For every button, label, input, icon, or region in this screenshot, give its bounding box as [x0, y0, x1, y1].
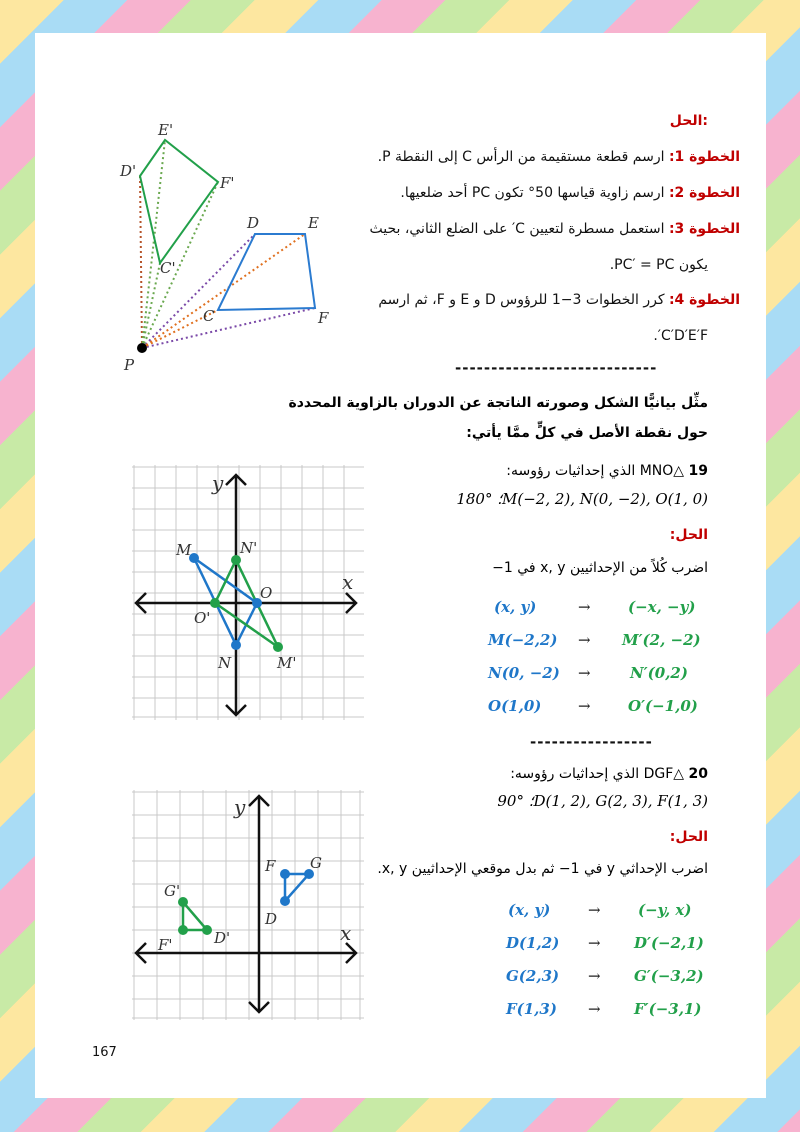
- solution-label-20: الحل:: [669, 829, 708, 845]
- ray-pe1: [142, 140, 165, 348]
- label-f1: F': [220, 174, 235, 192]
- table-19-from-1: M(−2,2): [488, 631, 558, 649]
- problem-20-line-2: 90° ؛D(1, 2), G(2, 3), F(1, 3): [497, 792, 708, 810]
- problem-20-number: 20: [688, 766, 708, 782]
- table-20-to-2: G′(−3,2): [634, 967, 704, 985]
- separator-1: ----------------------------: [455, 359, 658, 377]
- intro-line-2: حول نقطة الأصل في كلٍّ ممَّا يأتي:: [466, 425, 708, 441]
- x-label: x: [342, 570, 354, 594]
- table-19-from-3: O(1,0): [488, 697, 542, 715]
- problem-19-number: 19: [688, 463, 708, 479]
- label-c1: C': [160, 259, 176, 277]
- point-p: [137, 343, 147, 353]
- step-2: الخطوة 2: ارسم زاوية قياسها 50° تكون PC أحد ضلعيها.: [400, 185, 740, 201]
- table-20-from-1: D(1,2): [506, 934, 560, 952]
- ray-pd1: [140, 176, 142, 348]
- label-e: E: [308, 214, 319, 232]
- label-g1: G': [164, 882, 181, 900]
- ray-pe: [142, 234, 305, 348]
- ray-pd: [142, 234, 255, 348]
- triangle-mno: [194, 558, 257, 645]
- table-20-from-3: F(1,3): [506, 1000, 557, 1018]
- quad-cdef-image: [140, 140, 218, 263]
- table-20-to-3: F′(−3,1): [634, 1000, 702, 1018]
- solution-label-1: الحل:: [669, 113, 708, 129]
- table-19-from-2: N(0, −2): [488, 664, 560, 682]
- table-19-from-0: (x, y): [494, 598, 537, 616]
- label-c: C: [203, 307, 215, 325]
- step-4: الخطوة 4: كرر الخطوات 3−1 للرؤوس D و E و F، ثم ارسم: [378, 292, 740, 308]
- table-20-from-0: (x, y): [508, 901, 551, 919]
- x-label-20: x: [340, 921, 352, 945]
- label-d: D: [265, 910, 278, 928]
- problem-19-instruction: اضرب كُلاً من الإحداثيين x, y في 1−: [492, 560, 708, 576]
- page-number: 167: [92, 1045, 117, 1060]
- table-20-from-2: G(2,3): [506, 967, 560, 985]
- problem-20-instruction: اضرب الإحداثي y في 1− ثم بدل موقعي الإحداثيين x, y.: [377, 861, 708, 877]
- label-d: D: [247, 214, 260, 232]
- label-e1: E': [158, 121, 174, 139]
- table-19-to-3: O′(−1,0): [628, 697, 698, 715]
- step-1: الخطوة 1: ارسم قطعة مستقيمة من الرأس C إلى النقطة P.: [377, 149, 740, 165]
- problem-19-line-1: 19 △MNO الذي إحداثيات رؤوسه:: [506, 463, 708, 479]
- label-o1: O': [194, 609, 211, 627]
- label-d1: D': [120, 162, 137, 180]
- table-19-to-0: (−x, −y): [628, 598, 696, 616]
- label-m: M: [176, 541, 192, 559]
- ray-pf: [142, 308, 315, 348]
- problem-19-line-2: 180° ؛M(−2, 2), N(0, −2), O(1, 0): [456, 490, 708, 508]
- problem-20-line-1: 20 △DGF الذي إحداثيات رؤوسه:: [510, 766, 708, 782]
- graph-19: [132, 465, 364, 720]
- y-label: y: [212, 471, 224, 495]
- rotation-figure: [110, 118, 350, 378]
- graph-20: [132, 790, 364, 1020]
- y-label-20: y: [234, 795, 246, 819]
- label-n1: N': [240, 539, 258, 557]
- table-19-to-2: N′(0,2): [630, 664, 688, 682]
- triangle-dgf: [285, 874, 309, 901]
- step-3: الخطوة 3: استعمل مسطرة لتعيين C′ على الضلع الثاني، بحيث: [369, 221, 740, 237]
- step-3-continued: يكون PC′ = PC.: [609, 257, 708, 273]
- separator-2: -----------------: [530, 733, 653, 751]
- solution-label-19: الحل:: [669, 527, 708, 543]
- label-p: P: [124, 356, 135, 374]
- label-m1: M': [277, 654, 297, 672]
- label-d1: D': [214, 929, 231, 947]
- table-19: (x, y) → (−x, −y) M(−2,2) → M′(2, −2) N(0, −2) → N′(0,2) O(1,0) → O′(−1,0): [488, 598, 701, 715]
- label-f1: F': [158, 936, 173, 954]
- table-20-to-1: D′(−2,1): [634, 934, 704, 952]
- ray-pc1: [142, 263, 160, 348]
- table-20-to-0: (−y, x): [638, 901, 692, 919]
- label-g: G: [310, 854, 322, 872]
- label-n: N: [218, 654, 232, 672]
- label-f: F: [265, 857, 276, 875]
- table-20: (x, y) → (−y, x) D(1,2) → D′(−2,1) G(2,3) → G′(−3,2) F(1,3) → F′(−3,1): [506, 901, 704, 1018]
- label-f: F: [318, 309, 329, 327]
- label-o: O: [260, 584, 273, 602]
- table-19-to-1: M′(2, −2): [622, 631, 701, 649]
- intro-line-1: مثِّل بيانيًّا الشكل وصورته الناتجة عن الدوران بالزاوية المحددة: [288, 395, 708, 411]
- quad-cdef: [218, 234, 315, 310]
- step-4-continued: C′D′E′F′.: [653, 328, 708, 344]
